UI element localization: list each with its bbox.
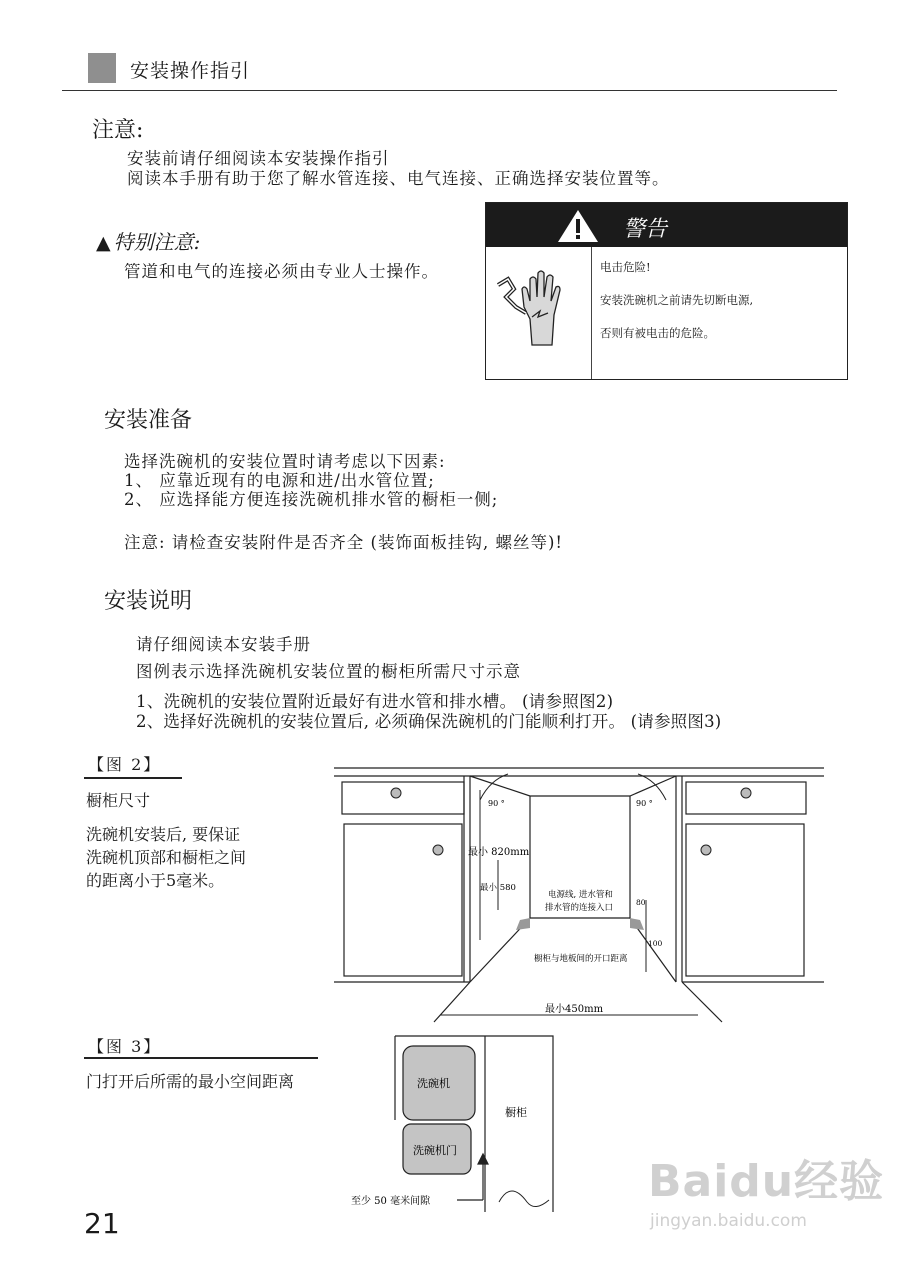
figure2-connection-1: 电源线, 进水管和 <box>548 890 613 900</box>
figure3-door: 洗碗机门 <box>413 1144 457 1157</box>
figure2-angle-right: 90 ° <box>636 799 653 808</box>
figure3-gap: 至少 50 毫米间隙 <box>351 1196 431 1207</box>
figure2-connection-2: 排水管的连接入口 <box>545 903 614 913</box>
notice-line-1: 安装前请仔细阅读本安装操作指引 <box>127 149 390 168</box>
figure2-floor-gap: 橱柜与地板间的开口距离 <box>534 954 628 964</box>
figure3-rule <box>84 1057 318 1059</box>
prep-item-1: 1、 应靠近现有的电源和进/出水管位置; <box>124 471 435 490</box>
warning-triangle-icon: ▲ <box>96 232 111 254</box>
prep-title: 安装准备 <box>104 408 193 433</box>
notice-line-2: 阅读本手册有助于您了解水管连接、电气连接、正确选择安装位置等。 <box>127 169 670 188</box>
header-marker <box>88 53 116 83</box>
special-title <box>96 226 200 255</box>
warning-header <box>486 203 847 247</box>
figure2-min-height: 最小 820mm <box>468 847 530 858</box>
special-title-text: 特别注意: <box>113 230 201 254</box>
figure3-subtitle: 门打开后所需的最小空间距离 <box>86 1072 295 1091</box>
figure2-desc-3: 的距离小于5毫米。 <box>86 871 225 890</box>
notice-title: 注意: <box>92 118 144 143</box>
header-title: 安装操作指引 <box>130 60 251 82</box>
warning-line-1: 电击危险! <box>600 260 651 274</box>
warning-line-2: 安装洗碗机之前请先切断电源, <box>600 293 754 307</box>
page-number: 21 <box>84 1207 120 1240</box>
watermark-url: jingyan.baidu.com <box>650 1211 807 1231</box>
prep-note: 注意: 请检查安装附件是否齐全 (装饰面板挂钩, 螺丝等)! <box>124 533 564 552</box>
figure3-diagram <box>345 1030 565 1220</box>
warning-title: 警告 <box>623 217 668 242</box>
warning-box <box>485 202 848 380</box>
figure2-dim-80: 80 <box>636 898 646 907</box>
prep-intro: 选择洗碗机的安装位置时请考虑以下因素: <box>124 452 446 471</box>
warning-divider <box>591 247 592 379</box>
prep-item-2: 2、 应选择能方便连接洗碗机排水管的橱柜一侧; <box>124 490 499 509</box>
figure2-dim-100: 100 <box>648 939 663 948</box>
figure2-desc-1: 洗碗机安装后, 要保证 <box>86 825 241 844</box>
figure2-angle-left: 90 ° <box>488 799 505 808</box>
figure2-min-width: 最小450mm <box>545 1004 604 1015</box>
instructions-line-1: 请仔细阅读本安装手册 <box>136 635 311 654</box>
electric-shock-hand-icon <box>492 267 584 349</box>
figure2-label: 【图 2】 <box>88 755 162 774</box>
header-divider <box>62 90 837 91</box>
warning-line-3: 否则有被电击的危险。 <box>600 326 715 340</box>
figure2-subtitle: 橱柜尺寸 <box>86 791 151 810</box>
figure3-dishwasher: 洗碗机 <box>417 1077 450 1090</box>
figure2-diagram <box>330 760 830 1030</box>
figure2-min-depth: 最小 580 <box>480 883 516 893</box>
instructions-line-2: 图例表示选择洗碗机安装位置的橱柜所需尺寸示意 <box>136 662 521 681</box>
instructions-item-1: 1、洗碗机的安装位置附近最好有进水管和排水槽。 (请参照图2) <box>136 692 614 711</box>
instructions-item-2: 2、选择好洗碗机的安装位置后, 必须确保洗碗机的门能顺利打开。 (请参照图3) <box>136 712 722 731</box>
figure3-cabinet: 橱柜 <box>505 1106 527 1119</box>
figure3-label: 【图 3】 <box>88 1037 162 1056</box>
figure2-rule <box>84 777 182 779</box>
instructions-title: 安装说明 <box>104 589 193 614</box>
figure2-desc-2: 洗碗机顶部和橱柜之间 <box>86 848 247 867</box>
special-text: 管道和电气的连接必须由专业人士操作。 <box>124 262 439 281</box>
watermark-brand: Baidu经验 <box>648 1156 885 1207</box>
warning-icon <box>556 208 600 244</box>
